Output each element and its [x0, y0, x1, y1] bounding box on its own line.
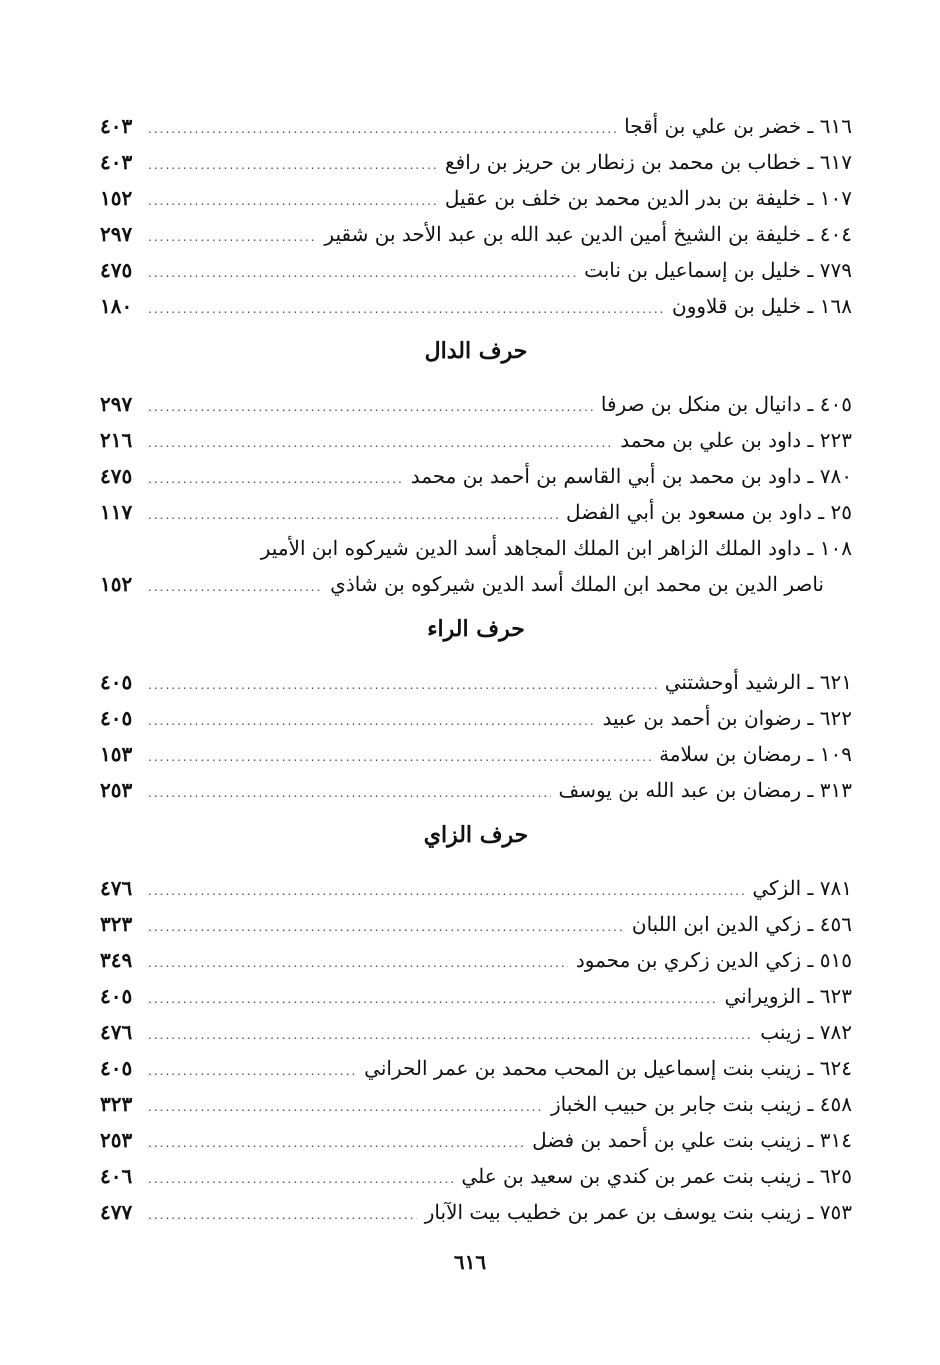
leader-dots — [148, 219, 316, 255]
entry-name: ٧٧٩ ـ خليل بن إسماعيل بن نابت — [584, 258, 852, 282]
entry-name: ٤٥٦ ـ زكي الدين ابن اللبان — [631, 912, 852, 936]
entry-name: ٦٢٤ ـ زينب بنت إسماعيل بن المحب محمد بن عمر الحراني — [364, 1056, 852, 1080]
entry-name: ٢٥ ـ داود بن مسعود بن أبي الفضل — [566, 500, 852, 524]
entry-page: ٤٧٥ — [100, 258, 133, 282]
entry-page: ٤٠٣ — [100, 114, 133, 138]
leader-dots — [148, 111, 616, 147]
index-entry — [100, 288, 852, 324]
entry-name: ٤٠٥ ـ دانيال بن منكل بن صرفا — [600, 392, 852, 416]
entry-page: ٢٥٣ — [100, 1128, 133, 1152]
index-entry — [100, 1194, 852, 1230]
entry-page: ١٥٢ — [100, 572, 133, 596]
entry-name: ٧٨١ ـ الزكي — [752, 876, 852, 900]
entry-page: ٤٧٥ — [100, 464, 133, 488]
index-entry — [100, 978, 852, 1014]
leader-dots — [148, 739, 651, 775]
leader-dots — [148, 1197, 417, 1233]
entry-page: ١٥٢ — [100, 186, 133, 210]
leader-dots — [148, 703, 594, 739]
section-heading: حرف الزاي — [423, 822, 529, 848]
entry-name: ٢٢٣ ـ داود بن علي بن محمد — [620, 428, 852, 452]
entry-name: ٤٥٨ ـ زينب بنت جابر بن حبيب الخباز — [550, 1092, 852, 1116]
leader-dots — [148, 1089, 543, 1125]
entry-name: ٧٨٢ ـ زينب — [760, 1020, 852, 1044]
index-entry — [100, 1122, 852, 1158]
entry-name: ٦٢١ ـ الرشيد أوحشتني — [664, 670, 852, 694]
entry-name: ناصر الدين بن محمد ابن الملك أسد الدين شيركوه بن شاذي — [330, 572, 824, 596]
entry-page: ٤٠٦ — [100, 1164, 133, 1188]
index-entry — [100, 108, 852, 144]
page-number: ٦١٦ — [453, 1250, 487, 1274]
index-entry — [100, 386, 852, 422]
leader-dots — [148, 1161, 453, 1197]
entry-name: ١٠٧ ـ خليفة بن بدر الدين محمد بن خلف بن عقيل — [444, 186, 852, 210]
entry-page: ١١٧ — [100, 500, 133, 524]
index-entry — [100, 1014, 852, 1050]
entry-page: ٤٠٥ — [100, 670, 133, 694]
entry-name: ١٠٩ ـ رمضان بن سلامة — [659, 742, 852, 766]
entry-page: ١٨٠ — [100, 294, 133, 318]
entry-name: ٦١٧ ـ خطاب بن محمد بن زنطار بن حريز بن رافع — [444, 150, 852, 174]
entry-name: ٥١٥ ـ زكي الدين زكري بن محمود — [575, 948, 852, 972]
leader-dots — [148, 775, 551, 811]
entry-name: ٦٢٢ ـ رضوان بن أحمد بن عبيد — [602, 706, 852, 730]
entry-page: ٤٧٦ — [100, 1020, 133, 1044]
leader-dots — [148, 183, 437, 219]
index-entry — [100, 942, 852, 978]
index-entry — [100, 906, 852, 942]
entry-page: ٢٩٧ — [100, 392, 133, 416]
leader-dots — [148, 1017, 752, 1053]
section-ra — [100, 606, 852, 808]
index-entry — [100, 1158, 852, 1194]
section-heading: حرف الدال — [424, 338, 528, 364]
leader-dots — [148, 291, 664, 327]
entry-page: ٤٠٥ — [100, 984, 133, 1008]
index-entry — [100, 1086, 852, 1122]
entry-name: ٧٨٠ ـ داود بن محمد بن أبي القاسم بن أحمد بن محمد — [410, 464, 852, 488]
index-entry — [100, 458, 852, 494]
leader-dots — [148, 909, 624, 945]
leader-dots — [148, 569, 322, 605]
leader-dots — [148, 667, 657, 703]
entry-name: ٦١٦ ـ خضر بن علي بن أقجا — [624, 114, 852, 138]
leader-dots — [148, 255, 576, 291]
index-entry — [100, 700, 852, 736]
entry-page: ٤٠٥ — [100, 1056, 133, 1080]
entry-page: ٣٢٣ — [100, 1092, 133, 1116]
entry-name: ٦٢٣ ـ الزويراني — [724, 984, 852, 1008]
section-dal — [100, 328, 852, 602]
entry-page: ٢٩٧ — [100, 222, 133, 246]
index-entry — [100, 530, 852, 566]
index-entry — [100, 664, 852, 700]
index-entry — [100, 216, 852, 252]
index-entry — [100, 1050, 852, 1086]
index-entry — [100, 422, 852, 458]
section-heading: حرف الراء — [427, 616, 525, 642]
index-entry-continuation — [100, 566, 852, 602]
leader-dots — [148, 1053, 356, 1089]
leader-dots — [148, 1125, 524, 1161]
index-entry — [100, 252, 852, 288]
entry-page: ٤٠٥ — [100, 706, 133, 730]
entry-name: ٦٢٥ ـ زينب بنت عمر بن كندي بن سعيد بن علي — [461, 1164, 852, 1188]
section-zay — [100, 812, 852, 1230]
entry-page: ٢١٦ — [100, 428, 133, 452]
leader-dots — [148, 147, 437, 183]
entry-page: ٣٢٣ — [100, 912, 133, 936]
entry-page: ٢٥٣ — [100, 778, 133, 802]
entry-name: ٤٠٤ ـ خليفة بن الشيخ أمين الدين عبد الله بن عبد الأحد بن شقير — [324, 222, 852, 246]
index-entry — [100, 870, 852, 906]
index-entry — [100, 144, 852, 180]
leader-dots — [148, 425, 612, 461]
entry-page: ٣٤٩ — [100, 948, 133, 972]
entry-name: ٧٥٣ ـ زينب بنت يوسف بن عمر بن خطيب بيت الآبار — [424, 1200, 852, 1224]
entry-name: ١٠٨ ـ داود الملك الزاهر ابن الملك المجاهد أسد الدين شيركوه ابن الأمير — [260, 536, 852, 560]
section-kha — [100, 108, 852, 324]
index-page — [100, 108, 852, 1230]
index-entry — [100, 494, 852, 530]
entry-name: ٣١٣ ـ رمضان بن عبد الله بن يوسف — [558, 778, 852, 802]
index-entry — [100, 772, 852, 808]
entry-page: ٤٧٧ — [100, 1200, 133, 1224]
leader-dots — [148, 981, 716, 1017]
entry-name: ٣١٤ ـ زينب بنت علي بن أحمد بن فضل — [532, 1128, 852, 1152]
leader-dots — [148, 873, 744, 909]
leader-dots — [148, 461, 403, 497]
entry-name: ١٦٨ ـ خليل بن قلاوون — [672, 294, 852, 318]
leader-dots — [148, 389, 593, 425]
entry-page: ٤٧٦ — [100, 876, 133, 900]
entry-page: ١٥٣ — [100, 742, 133, 766]
leader-dots — [148, 497, 558, 533]
index-entry — [100, 180, 852, 216]
index-entry — [100, 736, 852, 772]
entry-page: ٤٠٣ — [100, 150, 133, 174]
leader-dots — [148, 945, 568, 981]
